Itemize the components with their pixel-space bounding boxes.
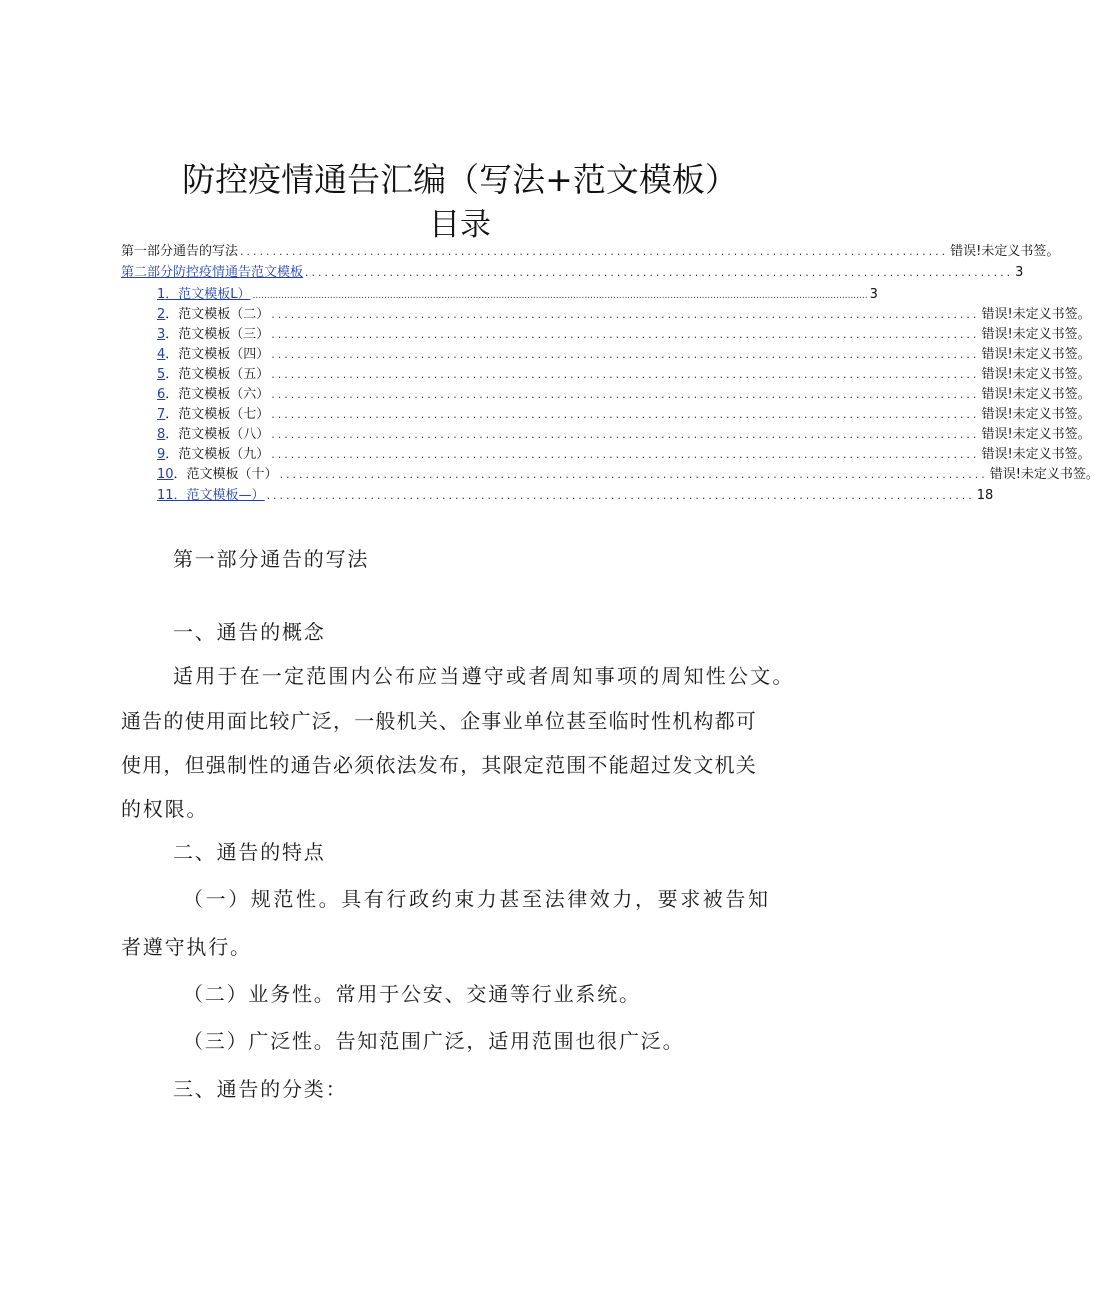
toc-item-number: 10 xyxy=(157,467,174,482)
toc-leader: ....................................................................................................................................................................................................................... xyxy=(252,291,868,301)
toc-page-ref: 错误!未定义书签。 xyxy=(981,347,1091,362)
toc-leader: ............................................................................................................. xyxy=(305,266,1014,279)
toc-entry-label: 第一部分通告的写法 xyxy=(121,244,239,259)
toc-page-ref: 3 xyxy=(1015,265,1024,280)
paragraph-line: （三）广泛性。告知范围广泛，适用范围也很广泛。 xyxy=(183,1029,685,1053)
toc-entry-part1[interactable] xyxy=(121,242,1060,262)
toc-entry-label: ．范文模板（六） xyxy=(165,387,270,402)
toc-entry-label: ．范文模板（九） xyxy=(165,447,270,462)
toc-item-number: 6 xyxy=(157,387,166,402)
section-heading: 第一部分通告的写法 xyxy=(173,547,370,571)
toc-item-number: 11 xyxy=(157,488,174,503)
toc-entry-label: ．范文模板（十） xyxy=(173,467,278,482)
toc-page-ref: 18 xyxy=(976,488,994,503)
toc-entry-label: ．范文模板L） xyxy=(165,287,251,302)
paragraph-line: 的权限。 xyxy=(121,797,209,821)
toc-entry-item[interactable] xyxy=(157,305,1091,325)
paragraph-line: （二）业务性。常用于公安、交通等行业系统。 xyxy=(183,982,641,1006)
toc-entry-item[interactable] xyxy=(157,285,878,305)
toc-entry-label: ．范文模板（五） xyxy=(165,367,270,382)
toc-leader: ............................................................................................................. xyxy=(271,308,980,321)
toc-entry-label: ．范文模板—） xyxy=(173,488,265,503)
paragraph-line: 使用，但强制性的通告必须依法发布，其限定范围不能超过发文机关 xyxy=(121,753,757,777)
toc-page-ref: 错误!未定义书签。 xyxy=(981,307,1091,322)
toc-item-number: 2 xyxy=(157,307,166,322)
toc-entry-item[interactable] xyxy=(157,365,1091,385)
toc-page-ref: 错误!未定义书签。 xyxy=(981,367,1091,382)
toc-leader: ............................................................................................................. xyxy=(271,448,980,461)
toc-entry-item[interactable] xyxy=(157,465,1099,485)
toc-entry-label: ．范文模板（三） xyxy=(165,327,270,342)
paragraph-line: 者遵守执行。 xyxy=(121,935,252,959)
toc-leader: ............................................................................................................. xyxy=(271,368,980,381)
toc-item-number: 1 xyxy=(157,287,166,302)
toc-entry-label: ．范文模板（七） xyxy=(165,407,270,422)
toc-page-ref: 3 xyxy=(869,287,878,302)
toc-entry-part2[interactable] xyxy=(121,263,1024,283)
toc-entry-item[interactable] xyxy=(157,425,1091,445)
toc-item-number: 7 xyxy=(157,407,166,422)
toc-entry-item[interactable] xyxy=(157,486,994,506)
toc-entry-item[interactable] xyxy=(157,445,1091,465)
toc-leader: ............................................................................................................. xyxy=(240,245,949,258)
toc-entry-label: ．范文模板（四） xyxy=(165,347,270,362)
toc-leader: ............................................................................................................. xyxy=(266,489,975,502)
toc-item-number: 4 xyxy=(157,347,166,362)
toc-entry-item[interactable] xyxy=(157,345,1091,365)
paragraph-line: （一）规范性。具有行政约束力甚至法律效力，要求被告知 xyxy=(183,887,771,911)
toc-entry-item[interactable] xyxy=(157,405,1091,425)
toc-leader: ............................................................................................................. xyxy=(271,408,980,421)
subheading-features: 二、通告的特点 xyxy=(173,840,326,864)
toc-item-number: 3 xyxy=(157,327,166,342)
toc-page-ref: 错误!未定义书签。 xyxy=(989,467,1099,482)
toc-page-ref: 错误!未定义书签。 xyxy=(981,407,1091,422)
toc-heading: 目录 xyxy=(429,207,491,243)
subheading-classification: 三、通告的分类： xyxy=(173,1077,348,1101)
paragraph-line: 适用于在一定范围内公布应当遵守或者周知事项的周知性公文。 xyxy=(173,664,795,688)
subheading-concept: 一、通告的概念 xyxy=(173,620,326,644)
toc-entry-label: ．范文模板（二） xyxy=(165,307,270,322)
toc-page-ref: 错误!未定义书签。 xyxy=(981,447,1091,462)
toc-leader: ............................................................................................................. xyxy=(271,348,980,361)
toc-item-number: 8 xyxy=(157,427,166,442)
toc-leader: ............................................................................................................. xyxy=(279,468,988,481)
toc-entry-item[interactable] xyxy=(157,325,1091,345)
toc-page-ref: 错误!未定义书签。 xyxy=(981,327,1091,342)
toc-page-ref: 错误!未定义书签。 xyxy=(981,387,1091,402)
toc-entry-label: ．范文模板（八） xyxy=(165,427,270,442)
toc-item-number: 5 xyxy=(157,367,166,382)
toc-leader: ............................................................................................................. xyxy=(271,428,980,441)
document-title: 防控疫情通告汇编（写法+范文模板） xyxy=(182,160,738,199)
toc-leader: ............................................................................................................. xyxy=(271,328,980,341)
toc-entry-label: 第二部分防控疫情通告范文模板 xyxy=(121,265,304,280)
toc-page-ref: 错误!未定义书签。 xyxy=(950,244,1060,259)
toc-page-ref: 错误!未定义书签。 xyxy=(981,427,1091,442)
toc-leader: ............................................................................................................. xyxy=(271,388,980,401)
toc-item-number: 9 xyxy=(157,447,166,462)
paragraph-line: 通告的使用面比较广泛，一般机关、企事业单位甚至临时性机构都可 xyxy=(121,709,757,733)
toc-entry-item[interactable] xyxy=(157,385,1091,405)
